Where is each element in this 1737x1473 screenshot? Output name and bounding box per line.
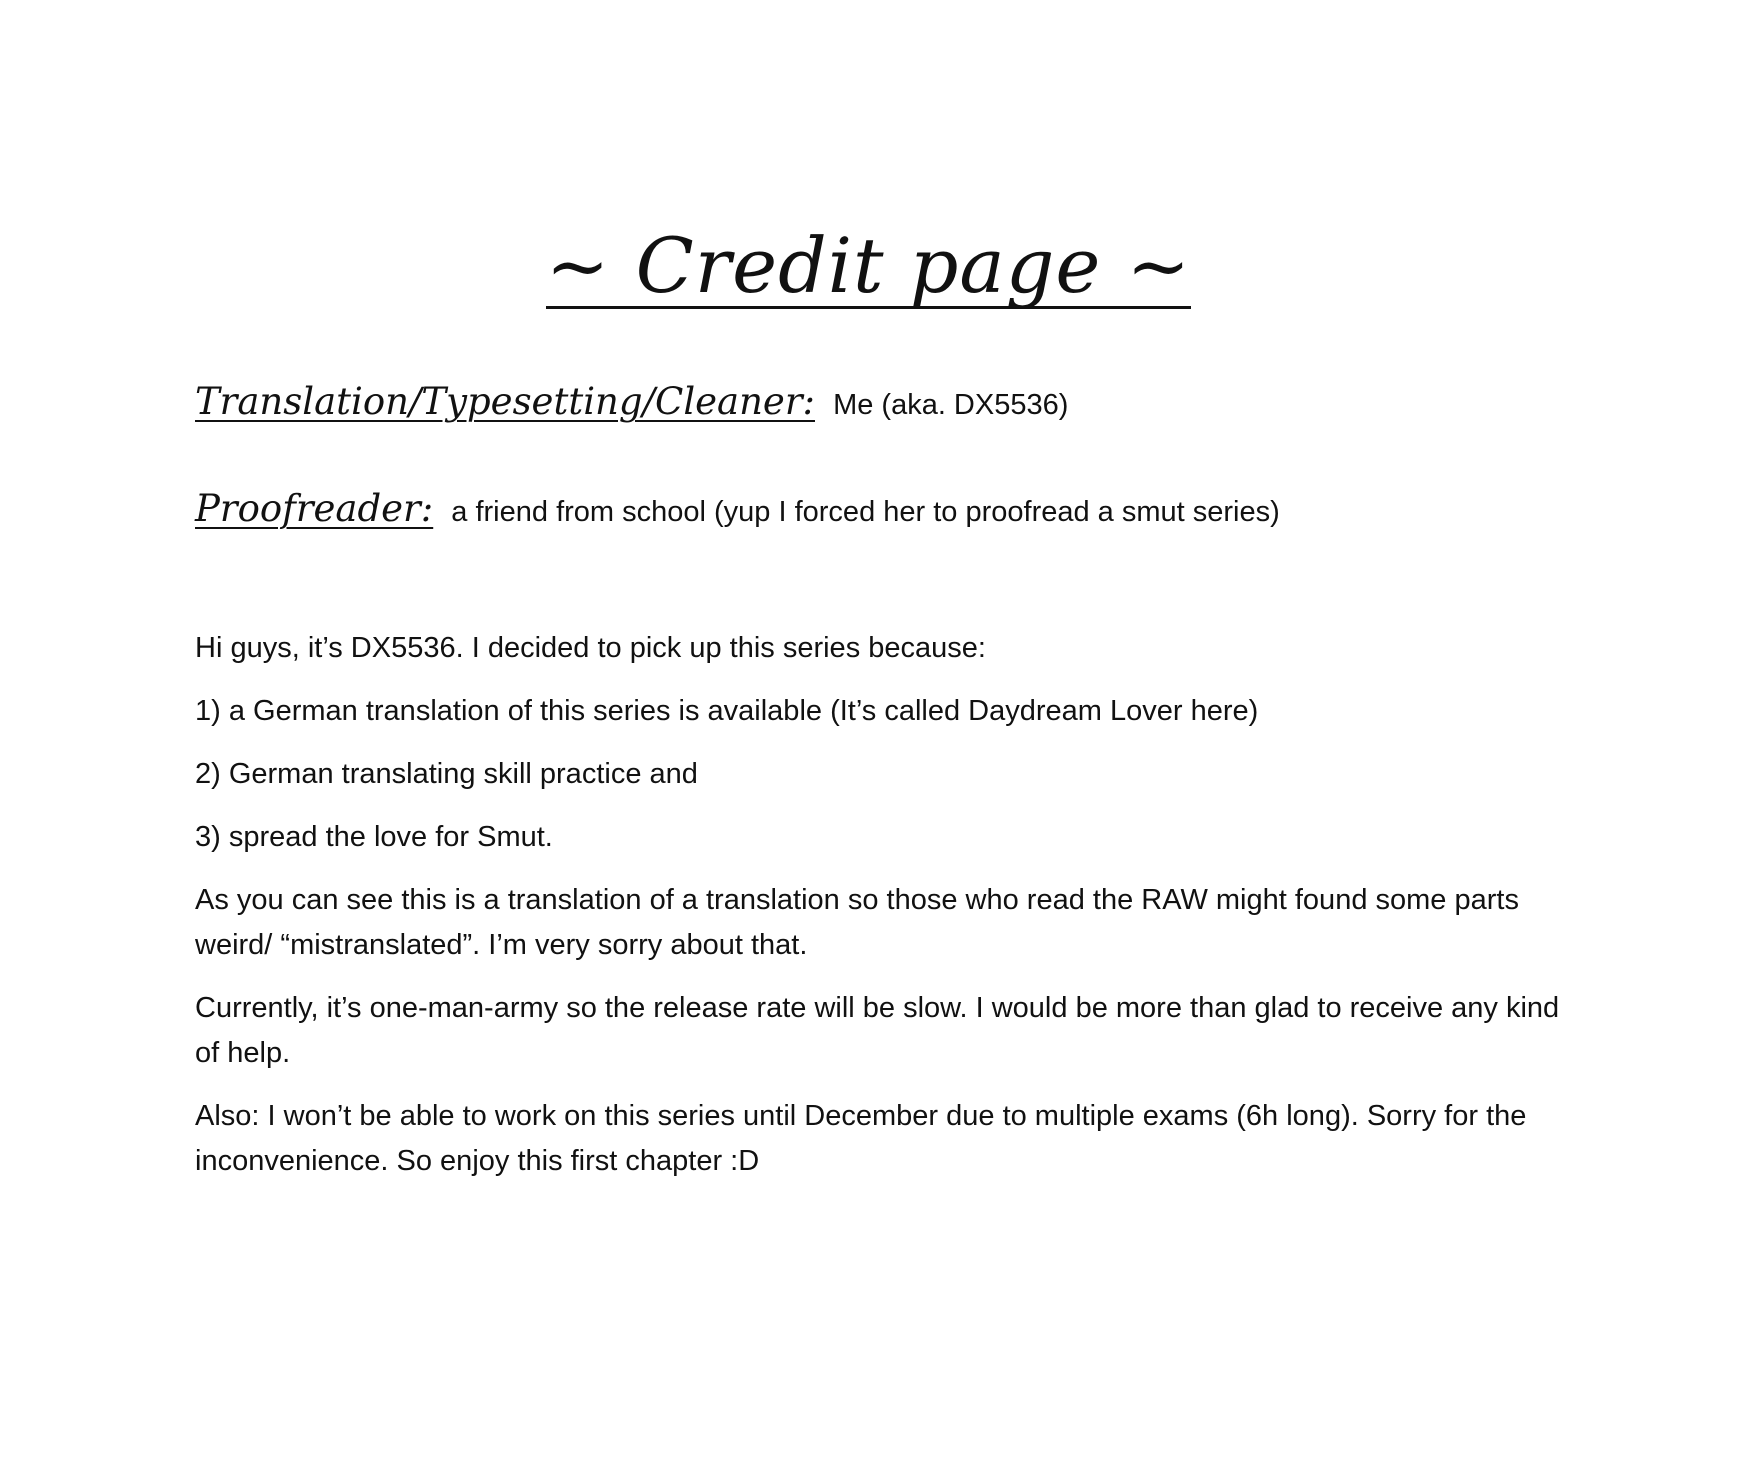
list-item-reason-2: 2) German translating skill practice and	[195, 758, 698, 790]
credit-proofreader	[195, 487, 1280, 531]
credit-role-proofreader: Proofreader:	[195, 487, 434, 530]
credit-value-translation: Me (aka. DX5536)	[833, 389, 1069, 421]
paragraph-translation-note: As you can see this is a translation of a translation so those who read the RAW might found some parts weird/ “mistranslated”. I’m very sorry about that.	[195, 884, 1519, 961]
paragraph-release-rate: Currently, it’s one-man-army so the release rate will be slow. I would be more than glad to receive any kind of help.	[195, 992, 1560, 1069]
paragraph-exams-note: Also: I won’t be able to work on this series until December due to multiple exams (6h long). Sorry for the inconvenience. So enjoy this first chapter :D	[195, 1100, 1527, 1177]
message-body	[195, 626, 1575, 1202]
page-title: ~ Credit page ~	[545, 221, 1192, 310]
page-title-container	[0, 221, 1737, 310]
credit-translation	[195, 380, 1068, 424]
paragraph-intro: Hi guys, it’s DX5536. I decided to pick up this series because:	[195, 632, 986, 664]
list-item-reason-3: 3) spread the love for Smut.	[195, 821, 553, 853]
credit-value-proofreader: a friend from school (yup I forced her to proofread a smut series)	[451, 496, 1280, 528]
list-item-reason-1: 1) a German translation of this series is available (It’s called Daydream Lover here)	[195, 695, 1259, 727]
credit-role-translation: Translation/Typesetting/Cleaner:	[195, 380, 815, 423]
